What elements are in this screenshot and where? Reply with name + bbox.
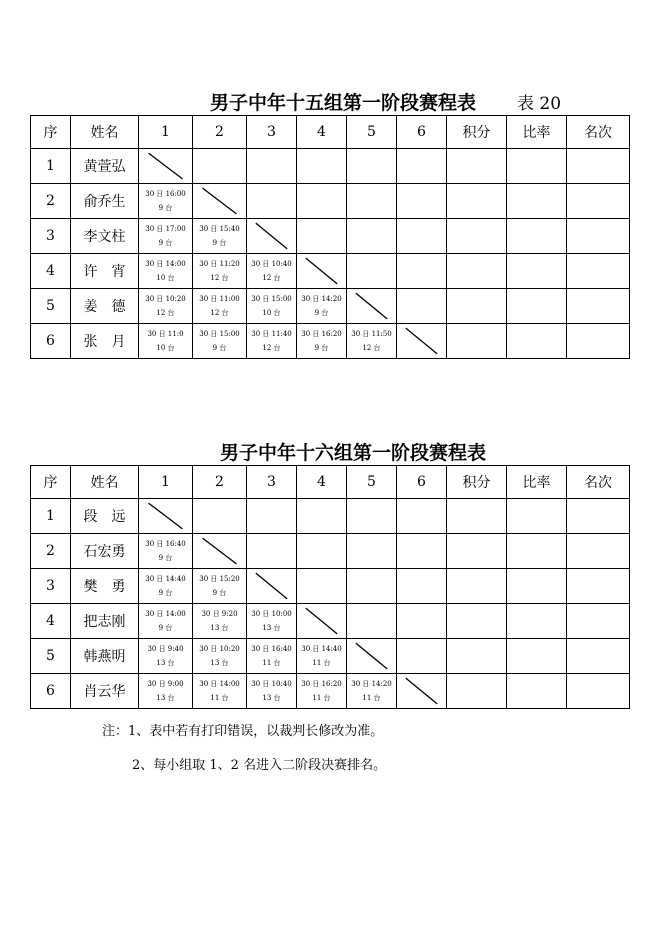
column-header: 6 — [397, 466, 447, 499]
match-time: 30 日 11:20 — [199, 259, 240, 268]
match-table-number: 13 台 — [156, 693, 175, 702]
self-match-cell — [139, 149, 193, 184]
column-header: 5 — [347, 466, 397, 499]
points-cell — [447, 289, 507, 324]
rank-cell — [567, 254, 630, 289]
player-name-cell: 石宏勇 — [71, 534, 139, 569]
rank-cell — [567, 569, 630, 604]
ratio-cell — [507, 674, 567, 709]
player-name-cell: 把志刚 — [71, 604, 139, 639]
match-schedule-cell — [193, 254, 247, 289]
seq-cell: 2 — [31, 534, 71, 569]
self-match-cell — [347, 639, 397, 674]
self-match-cell — [139, 499, 193, 534]
diagonal-slash-icon — [193, 184, 246, 218]
match-schedule-cell — [139, 289, 193, 324]
ratio-cell — [507, 219, 567, 254]
points-cell — [447, 674, 507, 709]
match-time: 30 日 10:20 — [145, 294, 186, 303]
table-number: 表 20 — [517, 94, 562, 114]
seq-cell: 6 — [31, 674, 71, 709]
match-schedule-cell — [297, 324, 347, 359]
match-schedule-cell — [139, 219, 193, 254]
match-time: 30 日 17:00 — [145, 224, 186, 233]
player-name-cell: 许 宵 — [71, 254, 139, 289]
match-schedule-cell — [247, 604, 297, 639]
seq-cell: 6 — [31, 324, 71, 359]
match-table-number: 9 台 — [158, 623, 173, 632]
match-table-number: 13 台 — [262, 623, 281, 632]
match-table-number: 11 台 — [262, 658, 281, 667]
match-schedule-cell — [139, 254, 193, 289]
match-table-number: 9 台 — [314, 308, 329, 317]
match-schedule-cell — [297, 674, 347, 709]
ratio-cell — [507, 184, 567, 219]
rank-cell — [567, 219, 630, 254]
empty-cell — [397, 219, 447, 254]
empty-cell — [397, 184, 447, 219]
seq-cell: 1 — [31, 499, 71, 534]
match-table-number: 9 台 — [158, 553, 173, 562]
match-table-number: 12 台 — [262, 343, 281, 352]
empty-cell — [397, 499, 447, 534]
rank-cell — [567, 499, 630, 534]
player-name-cell: 樊 勇 — [71, 569, 139, 604]
table-row — [31, 324, 630, 359]
points-cell — [447, 639, 507, 674]
empty-cell — [347, 219, 397, 254]
ratio-cell — [507, 254, 567, 289]
rank-cell — [567, 674, 630, 709]
match-schedule-cell — [347, 324, 397, 359]
seq-cell: 2 — [31, 184, 71, 219]
player-name-cell: 张 月 — [71, 324, 139, 359]
match-schedule-cell — [247, 674, 297, 709]
table-row — [31, 534, 630, 569]
match-table-number: 13 台 — [210, 658, 229, 667]
match-schedule-cell — [139, 534, 193, 569]
group16-schedule-table — [30, 465, 630, 709]
match-table-number: 12 台 — [362, 343, 381, 352]
match-time: 30 日 15:00 — [199, 329, 240, 338]
table-header-row — [31, 466, 630, 499]
table-row — [31, 184, 630, 219]
points-cell — [447, 149, 507, 184]
match-table-number: 10 台 — [262, 308, 281, 317]
match-time: 30 日 14:00 — [145, 259, 186, 268]
player-name-cell: 姜 德 — [71, 289, 139, 324]
match-time: 30 日 9:20 — [201, 609, 238, 618]
ratio-cell — [507, 639, 567, 674]
points-cell — [447, 534, 507, 569]
match-table-number: 10 台 — [156, 343, 175, 352]
player-name-cell: 肖云华 — [71, 674, 139, 709]
group16-title-row — [30, 438, 630, 466]
match-time: 30 日 15:00 — [251, 294, 292, 303]
match-time: 30 日 16:00 — [145, 189, 186, 198]
empty-cell — [347, 604, 397, 639]
table-row — [31, 219, 630, 254]
match-schedule-cell — [139, 324, 193, 359]
diagonal-slash-icon — [139, 149, 192, 183]
diagonal-slash-icon — [347, 639, 396, 673]
column-header: 4 — [297, 466, 347, 499]
self-match-cell — [347, 289, 397, 324]
diagonal-slash-icon — [193, 534, 246, 568]
match-schedule-cell — [247, 639, 297, 674]
match-time: 30 日 10:40 — [251, 259, 292, 268]
match-schedule-cell — [297, 639, 347, 674]
column-header: 名次 — [567, 466, 630, 499]
self-match-cell — [297, 604, 347, 639]
table-row — [31, 289, 630, 324]
match-table-number: 11 台 — [362, 693, 381, 702]
empty-cell — [397, 604, 447, 639]
empty-cell — [297, 569, 347, 604]
self-match-cell — [247, 219, 297, 254]
rank-cell — [567, 324, 630, 359]
group15-schedule-table — [30, 115, 630, 359]
points-cell — [447, 604, 507, 639]
empty-cell — [297, 219, 347, 254]
match-table-number: 9 台 — [212, 238, 227, 247]
match-schedule-cell — [247, 289, 297, 324]
points-cell — [447, 324, 507, 359]
empty-cell — [247, 534, 297, 569]
match-time: 30 日 14:20 — [301, 294, 342, 303]
match-schedule-cell — [139, 184, 193, 219]
table-row — [31, 499, 630, 534]
match-time: 30 日 16:20 — [301, 679, 342, 688]
points-cell — [447, 569, 507, 604]
rank-cell — [567, 289, 630, 324]
table-row — [31, 639, 630, 674]
seq-cell: 1 — [31, 149, 71, 184]
seq-cell: 3 — [31, 569, 71, 604]
match-table-number: 9 台 — [158, 588, 173, 597]
column-header: 1 — [139, 466, 193, 499]
ratio-cell — [507, 534, 567, 569]
rank-cell — [567, 604, 630, 639]
match-table-number: 10 台 — [156, 273, 175, 282]
points-cell — [447, 499, 507, 534]
group15-title-row — [30, 88, 630, 116]
match-time: 30 日 16:20 — [301, 329, 342, 338]
empty-cell — [347, 254, 397, 289]
match-time: 30 日 10:00 — [251, 609, 292, 618]
match-table-number: 13 台 — [262, 693, 281, 702]
seq-cell: 4 — [31, 254, 71, 289]
match-table-number: 9 台 — [158, 203, 173, 212]
column-header: 比率 — [507, 116, 567, 149]
match-time: 30 日 11:40 — [251, 329, 292, 338]
match-table-number: 9 台 — [158, 238, 173, 247]
match-table-number: 12 台 — [262, 273, 281, 282]
match-time: 30 日 14:00 — [199, 679, 240, 688]
column-header: 比率 — [507, 466, 567, 499]
match-table-number: 9 台 — [212, 588, 227, 597]
seq-cell: 5 — [31, 289, 71, 324]
match-time: 30 日 11:0 — [147, 329, 184, 338]
diagonal-slash-icon — [397, 324, 446, 358]
column-header: 4 — [297, 116, 347, 149]
rank-cell — [567, 149, 630, 184]
seq-cell: 3 — [31, 219, 71, 254]
diagonal-slash-icon — [139, 499, 192, 533]
column-header: 3 — [247, 466, 297, 499]
empty-cell — [397, 254, 447, 289]
points-cell — [447, 254, 507, 289]
table-row — [31, 254, 630, 289]
table-row — [31, 149, 630, 184]
match-schedule-cell — [347, 674, 397, 709]
self-match-cell — [397, 324, 447, 359]
match-time: 30 日 16:40 — [251, 644, 292, 653]
empty-cell — [347, 499, 397, 534]
match-schedule-cell — [247, 254, 297, 289]
match-time: 30 日 9:40 — [147, 644, 184, 653]
player-name-cell: 李文柱 — [71, 219, 139, 254]
match-schedule-cell — [193, 324, 247, 359]
match-schedule-cell — [193, 289, 247, 324]
self-match-cell — [297, 254, 347, 289]
player-name-cell: 黄萱弘 — [71, 149, 139, 184]
column-header: 6 — [397, 116, 447, 149]
match-table-number: 9 台 — [314, 343, 329, 352]
self-match-cell — [193, 184, 247, 219]
player-name-cell: 俞乔生 — [71, 184, 139, 219]
empty-cell — [347, 149, 397, 184]
column-header: 序 — [31, 116, 71, 149]
player-name-cell: 段 远 — [71, 499, 139, 534]
column-header: 姓名 — [71, 466, 139, 499]
column-header: 3 — [247, 116, 297, 149]
match-time: 30 日 11:00 — [199, 294, 240, 303]
match-table-number: 11 台 — [312, 693, 331, 702]
diagonal-slash-icon — [397, 674, 446, 708]
diagonal-slash-icon — [247, 219, 296, 253]
match-time: 30 日 10:20 — [199, 644, 240, 653]
player-name-cell: 韩燕明 — [71, 639, 139, 674]
table-row — [31, 604, 630, 639]
match-schedule-cell — [139, 604, 193, 639]
group16-title: 男子中年十六组第一阶段赛程表 — [220, 442, 487, 464]
column-header: 积分 — [447, 466, 507, 499]
match-table-number: 12 台 — [210, 308, 229, 317]
empty-cell — [347, 569, 397, 604]
diagonal-slash-icon — [347, 289, 396, 323]
empty-cell — [397, 149, 447, 184]
column-header: 姓名 — [71, 116, 139, 149]
empty-cell — [397, 569, 447, 604]
ratio-cell — [507, 289, 567, 324]
column-header: 序 — [31, 466, 71, 499]
match-table-number: 12 台 — [210, 273, 229, 282]
match-table-number: 13 台 — [156, 658, 175, 667]
rank-cell — [567, 184, 630, 219]
table-header-row — [31, 116, 630, 149]
match-schedule-cell — [193, 639, 247, 674]
match-table-number: 9 台 — [212, 343, 227, 352]
empty-cell — [397, 639, 447, 674]
empty-cell — [193, 499, 247, 534]
match-schedule-cell — [193, 604, 247, 639]
column-header: 1 — [139, 116, 193, 149]
note-line-1: 注：1、表中若有打印错误，以裁判长修改为准。 — [102, 724, 384, 739]
column-header: 5 — [347, 116, 397, 149]
match-time: 30 日 14:40 — [145, 574, 186, 583]
empty-cell — [247, 184, 297, 219]
seq-cell: 4 — [31, 604, 71, 639]
match-schedule-cell — [139, 639, 193, 674]
ratio-cell — [507, 149, 567, 184]
match-schedule-cell — [139, 674, 193, 709]
ratio-cell — [507, 569, 567, 604]
rank-cell — [567, 534, 630, 569]
column-header: 名次 — [567, 116, 630, 149]
empty-cell — [297, 534, 347, 569]
match-schedule-cell — [193, 569, 247, 604]
empty-cell — [397, 289, 447, 324]
match-schedule-cell — [247, 324, 297, 359]
match-table-number: 11 台 — [210, 693, 229, 702]
table-row — [31, 674, 630, 709]
empty-cell — [193, 149, 247, 184]
column-header: 积分 — [447, 116, 507, 149]
match-schedule-cell — [193, 674, 247, 709]
diagonal-slash-icon — [297, 604, 346, 638]
empty-cell — [297, 499, 347, 534]
ratio-cell — [507, 499, 567, 534]
match-schedule-cell — [139, 569, 193, 604]
self-match-cell — [397, 674, 447, 709]
match-time: 30 日 11:50 — [351, 329, 392, 338]
group15-title: 男子中年十五组第一阶段赛程表 — [210, 92, 477, 114]
match-time: 30 日 14:20 — [351, 679, 392, 688]
empty-cell — [397, 534, 447, 569]
match-time: 30 日 15:20 — [199, 574, 240, 583]
ratio-cell — [507, 604, 567, 639]
empty-cell — [297, 184, 347, 219]
note-line-2: 2、每小组取 1、2 名进入二阶段决赛排名。 — [132, 758, 387, 773]
match-table-number: 13 台 — [210, 623, 229, 632]
match-time: 30 日 14:40 — [301, 644, 342, 653]
match-time: 30 日 9:00 — [147, 679, 184, 688]
match-time: 30 日 15:40 — [199, 224, 240, 233]
empty-cell — [347, 534, 397, 569]
self-match-cell — [247, 569, 297, 604]
ratio-cell — [507, 324, 567, 359]
empty-cell — [297, 149, 347, 184]
match-schedule-cell — [297, 289, 347, 324]
points-cell — [447, 184, 507, 219]
diagonal-slash-icon — [297, 254, 346, 288]
match-time: 30 日 16:40 — [145, 539, 186, 548]
column-header: 2 — [193, 116, 247, 149]
column-header: 2 — [193, 466, 247, 499]
match-table-number: 11 台 — [312, 658, 331, 667]
match-time: 30 日 14:00 — [145, 609, 186, 618]
empty-cell — [247, 149, 297, 184]
seq-cell: 5 — [31, 639, 71, 674]
points-cell — [447, 219, 507, 254]
rank-cell — [567, 639, 630, 674]
match-schedule-cell — [193, 219, 247, 254]
empty-cell — [247, 499, 297, 534]
diagonal-slash-icon — [247, 569, 296, 603]
self-match-cell — [193, 534, 247, 569]
empty-cell — [347, 184, 397, 219]
match-time: 30 日 10:40 — [251, 679, 292, 688]
table-row — [31, 569, 630, 604]
match-table-number: 12 台 — [156, 308, 175, 317]
